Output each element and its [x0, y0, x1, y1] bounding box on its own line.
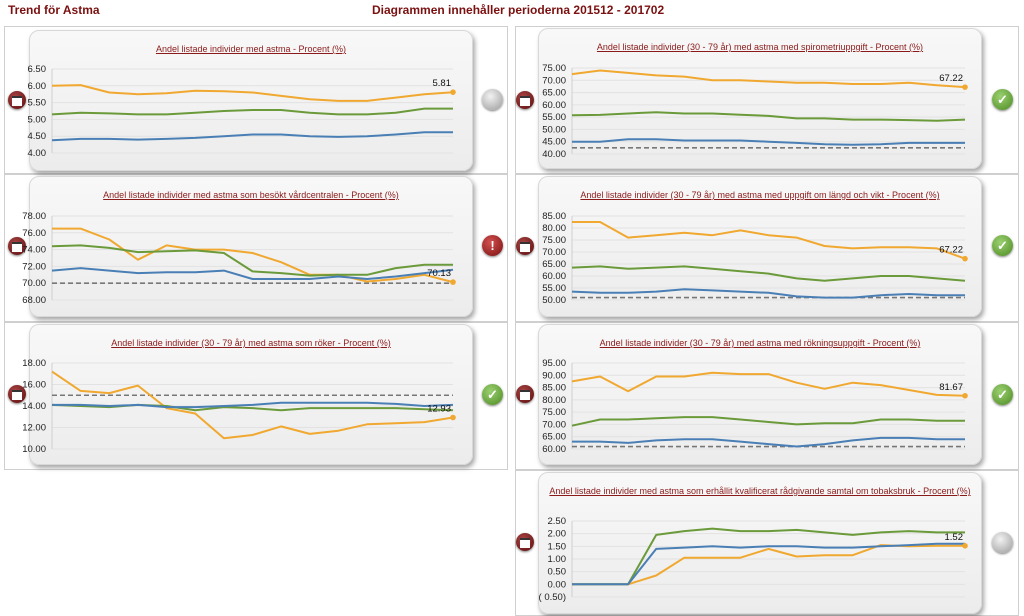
chart-card[interactable]	[538, 324, 982, 465]
page-title: Trend för Astma	[8, 3, 100, 17]
y-tick-label: 76.00	[22, 227, 46, 239]
calendar-icon[interactable]	[8, 91, 26, 109]
y-tick-label: 0.00	[547, 579, 566, 591]
y-tick-label: 75.00	[542, 235, 566, 246]
chart-title[interactable]: Andel listade individer (30 - 79 år) med astma med spirometriuppgift - Procent (%)	[596, 42, 924, 52]
chart-title[interactable]: Andel listade individer (30 - 79 år) med astma med uppgift om längd och vikt - Procent (%)	[580, 190, 940, 200]
checkmark-icon: ✓	[992, 384, 1013, 405]
calendar-icon[interactable]	[8, 385, 26, 403]
exclamation-icon: !	[482, 235, 503, 256]
y-tick-label: 60.00	[542, 99, 566, 111]
chart-card[interactable]	[538, 176, 982, 317]
y-tick-label: 2.50	[547, 516, 566, 527]
end-value-label: 81.67	[939, 381, 963, 393]
y-tick-label: 70.00	[542, 247, 566, 258]
y-tick-label: 16.00	[22, 379, 46, 391]
y-tick-label: 12.00	[22, 422, 46, 434]
chart-title[interactable]: Andel listade individer med astma - Procent (%)	[155, 44, 347, 54]
y-tick-label: 45.00	[542, 136, 566, 148]
y-tick-label: 74.00	[22, 244, 46, 256]
y-tick-label: 90.00	[542, 370, 566, 382]
y-tick-label: 1.00	[547, 554, 566, 565]
end-value-label: 1.52	[944, 531, 963, 543]
y-tick-label: 78.00	[22, 211, 46, 222]
y-tick-label: 65.00	[542, 87, 566, 99]
end-value-label: 12.93	[427, 403, 451, 415]
calendar-icon[interactable]	[516, 533, 534, 551]
y-tick-label: 75.00	[542, 407, 566, 419]
y-tick-label: 70.00	[542, 75, 566, 87]
chart-title[interactable]: Andel listade individer med astma som erhållit kvalificerat rådgivande samtal om tobaksbruk - Procent (%)	[549, 486, 971, 496]
y-tick-label: 70.00	[22, 278, 46, 290]
gray-circle-icon	[992, 532, 1013, 553]
gray-circle-icon	[482, 89, 503, 110]
calendar-icon[interactable]	[8, 237, 26, 255]
y-tick-label: 95.00	[542, 358, 566, 369]
end-value-label: 70.13	[427, 268, 451, 280]
chart-title[interactable]: Andel listade individer med astma som besökt vårdcentralen - Procent (%)	[103, 190, 399, 200]
y-tick-label: 5.50	[27, 97, 46, 109]
y-tick-label: 4.50	[27, 131, 46, 143]
chart-card[interactable]	[29, 176, 473, 317]
chart-title[interactable]: Andel listade individer (30 - 79 år) med astma med rökningsuppgift - Procent (%)	[599, 338, 921, 348]
y-tick-label: 6.00	[27, 80, 46, 92]
chart-card[interactable]	[29, 30, 473, 171]
y-tick-label: 85.00	[542, 211, 566, 222]
calendar-icon[interactable]	[516, 91, 534, 109]
y-tick-label: 70.00	[542, 419, 566, 431]
end-value-label: 67.22	[939, 244, 963, 256]
checkmark-icon: ✓	[992, 89, 1013, 110]
y-tick-label: 6.50	[27, 64, 46, 75]
y-tick-label: 18.00	[22, 358, 46, 369]
y-tick-label: 75.00	[542, 63, 566, 74]
y-tick-label: 60.00	[542, 444, 566, 455]
y-tick-label: 5.00	[27, 114, 46, 126]
y-tick-label: 50.00	[542, 124, 566, 136]
y-tick-label: 0.50	[547, 566, 566, 578]
y-tick-label: 55.00	[542, 283, 566, 294]
chart-title[interactable]: Andel listade individer (30 - 79 år) med astma som röker - Procent (%)	[111, 338, 391, 348]
y-tick-label: 65.00	[542, 259, 566, 270]
period-description: Diagrammen innehåller perioderna 201512 - 201702	[372, 3, 665, 17]
y-tick-label: 68.00	[22, 295, 46, 306]
y-tick-label: 55.00	[542, 112, 566, 124]
y-tick-label: 72.00	[22, 261, 46, 273]
chart-card[interactable]	[538, 472, 982, 614]
checkmark-icon: ✓	[482, 384, 503, 405]
calendar-icon[interactable]	[516, 385, 534, 403]
y-tick-label: ( 0.50)	[538, 592, 566, 603]
y-tick-label: 10.00	[22, 444, 46, 455]
y-tick-label: 14.00	[22, 401, 46, 412]
y-tick-label: 4.00	[27, 148, 46, 159]
calendar-icon[interactable]	[516, 237, 534, 255]
y-tick-label: 65.00	[542, 431, 566, 443]
y-tick-label: 80.00	[542, 223, 566, 234]
y-tick-label: 1.50	[547, 541, 566, 553]
y-tick-label: 80.00	[542, 394, 566, 406]
chart-card[interactable]	[29, 324, 473, 465]
y-tick-label: 40.00	[542, 149, 566, 160]
y-tick-label: 50.00	[542, 295, 566, 306]
y-tick-label: 2.00	[547, 528, 566, 540]
y-tick-label: 60.00	[542, 271, 566, 282]
end-value-label: 67.22	[939, 73, 963, 85]
end-value-label: 5.81	[432, 78, 451, 90]
checkmark-icon: ✓	[992, 235, 1013, 256]
y-tick-label: 85.00	[542, 382, 566, 394]
chart-card[interactable]	[538, 28, 982, 169]
